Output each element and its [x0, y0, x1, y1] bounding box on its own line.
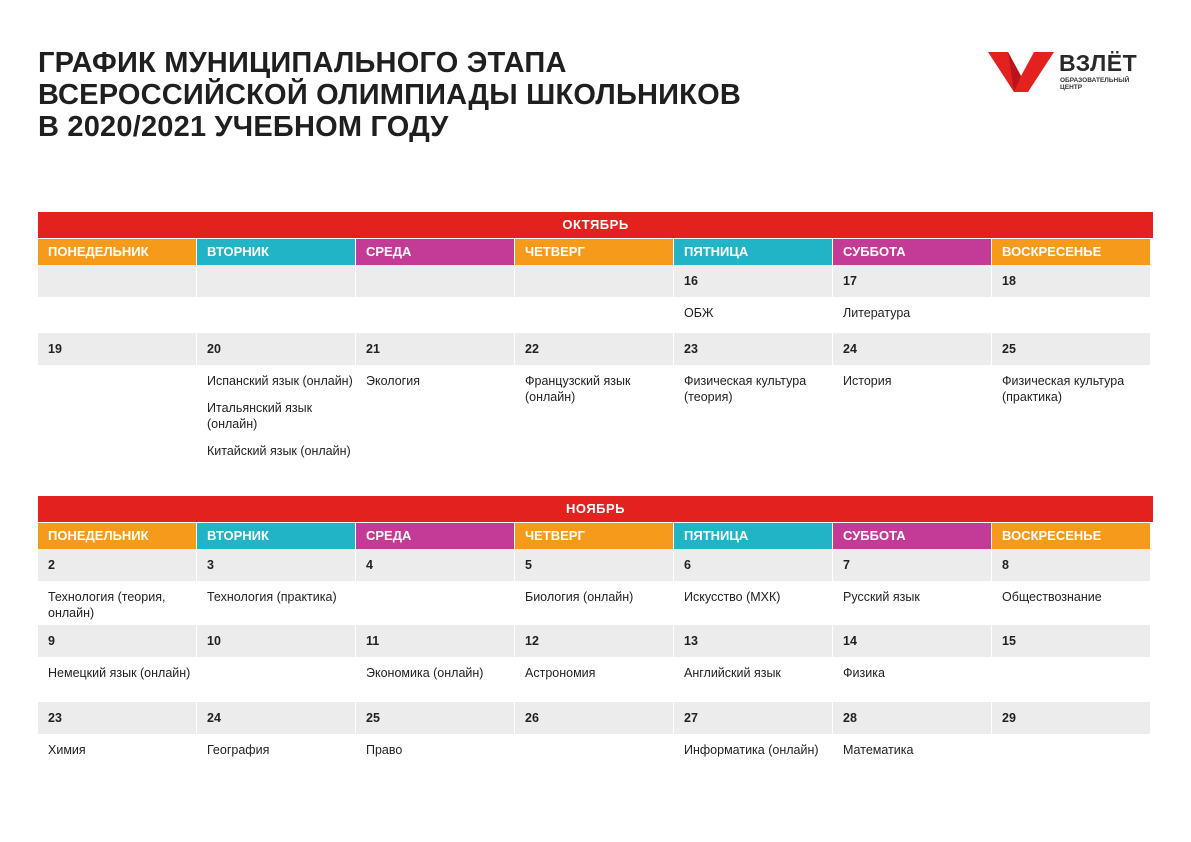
- title-line-1: ГРАФИК МУНИЦИПАЛЬНОГО ЭТАПА: [38, 47, 567, 79]
- date-cell: 23: [674, 333, 832, 365]
- date-cell: 23: [38, 702, 196, 734]
- weekday-label: СРЕДА: [356, 523, 514, 549]
- date-cell: 6: [674, 549, 832, 581]
- subject-cell: [833, 734, 991, 778]
- week-row: [38, 549, 1153, 625]
- weekday-label: ПЯТНИЦА: [674, 523, 832, 549]
- date-cell: 13: [674, 625, 832, 657]
- subject-cell: [356, 734, 514, 778]
- date-cell: [515, 265, 673, 297]
- subject-cell: [674, 581, 832, 625]
- date-cell: 14: [833, 625, 991, 657]
- subject-cell: [515, 581, 673, 625]
- subject-item: Английский язык: [684, 666, 781, 680]
- subject-cell: [833, 581, 991, 625]
- week-row: [38, 265, 1153, 333]
- month-title: ОКТЯБРЬ: [38, 212, 1153, 238]
- subject-item: Право: [366, 743, 403, 757]
- subject-item: Испанский язык (онлайн): [207, 374, 353, 388]
- subject-item: Искусство (МХК): [684, 590, 781, 604]
- date-cell: 28: [833, 702, 991, 734]
- subject-cell: [197, 297, 355, 333]
- subject-cell: [515, 365, 673, 493]
- subject-cell: [515, 734, 673, 778]
- weekday-header: [38, 239, 1153, 265]
- subject-cell: [38, 581, 196, 625]
- date-cell: 8: [992, 549, 1150, 581]
- subject-cell: [992, 734, 1150, 778]
- weekday-label: ВОСКРЕСЕНЬЕ: [992, 523, 1150, 549]
- weekday-label: ПОНЕДЕЛЬНИК: [38, 523, 196, 549]
- subject-cell: [674, 365, 832, 493]
- date-cell: 15: [992, 625, 1150, 657]
- date-cell: 19: [38, 333, 196, 365]
- subject-item: Экология: [366, 374, 420, 388]
- subject-item: Физическая культура (практика): [1002, 374, 1125, 404]
- subject-cell: [197, 734, 355, 778]
- date-cell: 3: [197, 549, 355, 581]
- logo-v-mark-icon: [988, 52, 1054, 92]
- date-cell: [38, 265, 196, 297]
- date-cell: 17: [833, 265, 991, 297]
- subject-cell: [356, 581, 514, 625]
- subject-cell: [674, 734, 832, 778]
- subject-cell: [833, 365, 991, 493]
- logo-name: ВЗЛЁТ: [1059, 50, 1138, 76]
- subject-cell: [197, 365, 355, 493]
- subject-cell: [992, 581, 1150, 625]
- date-cell: [197, 265, 355, 297]
- date-cell: 12: [515, 625, 673, 657]
- date-cell: 5: [515, 549, 673, 581]
- weekday-label: ВОСКРЕСЕНЬЕ: [992, 239, 1150, 265]
- date-cell: 10: [197, 625, 355, 657]
- month-1: [38, 212, 1153, 493]
- weekday-label: ПЯТНИЦА: [674, 239, 832, 265]
- subject-item: Технология (теория, онлайн): [48, 590, 166, 620]
- subject-cell: [356, 297, 514, 333]
- weekday-label: ВТОРНИК: [197, 523, 355, 549]
- week-row: [38, 702, 1153, 778]
- subject-cell: [356, 365, 514, 493]
- weekday-label: ЧЕТВЕРГ: [515, 239, 673, 265]
- week-row: [38, 625, 1153, 702]
- subject-cell: [197, 657, 355, 702]
- subject-cell: [992, 297, 1150, 333]
- weekday-label: ЧЕТВЕРГ: [515, 523, 673, 549]
- date-cell: 2: [38, 549, 196, 581]
- weekday-label: СУББОТА: [833, 239, 991, 265]
- subject-cell: [356, 657, 514, 702]
- date-cell: 26: [515, 702, 673, 734]
- subject-cell: [38, 297, 196, 333]
- subject-cell: [515, 657, 673, 702]
- subject-cell: [674, 297, 832, 333]
- subject-item: Информатика (онлайн): [684, 743, 819, 757]
- subject-item: Биология (онлайн): [525, 590, 634, 604]
- subject-item: Физическая культура (теория): [684, 374, 807, 404]
- weekday-header: [38, 523, 1153, 549]
- date-cell: 25: [992, 333, 1150, 365]
- date-cell: 9: [38, 625, 196, 657]
- week-row: [38, 333, 1153, 493]
- date-cell: 29: [992, 702, 1150, 734]
- logo-sub-line-2: ЦЕНТР: [1060, 84, 1083, 91]
- date-cell: 27: [674, 702, 832, 734]
- subject-item: Обществознание: [1002, 590, 1102, 604]
- subject-cell: [992, 657, 1150, 702]
- subject-item: Астрономия: [525, 666, 596, 680]
- logo: [988, 52, 1158, 98]
- subject-cell: [833, 657, 991, 702]
- logo-sub-line-1: ОБРАЗОВАТЕЛЬНЫЙ: [1060, 77, 1130, 84]
- subject-item: Физика: [843, 666, 885, 680]
- date-cell: 24: [833, 333, 991, 365]
- month-2: [38, 496, 1153, 778]
- date-cell: 7: [833, 549, 991, 581]
- subject-item: История: [843, 374, 892, 388]
- subject-item: Китайский язык (онлайн): [207, 444, 351, 458]
- logo-subtitle: [1060, 77, 1130, 91]
- date-cell: 4: [356, 549, 514, 581]
- date-cell: 25: [356, 702, 514, 734]
- subject-cell: [515, 297, 673, 333]
- title-line-3: В 2020/2021 УЧЕБНОМ ГОДУ: [38, 111, 449, 143]
- weekday-label: ВТОРНИК: [197, 239, 355, 265]
- date-cell: 21: [356, 333, 514, 365]
- date-cell: 16: [674, 265, 832, 297]
- subject-cell: [38, 657, 196, 702]
- date-cell: [356, 265, 514, 297]
- title-line-2: ВСЕРОССИЙСКОЙ ОЛИМПИАДЫ ШКОЛЬНИКОВ: [38, 79, 741, 111]
- date-cell: 20: [197, 333, 355, 365]
- subject-item: Химия: [48, 743, 86, 757]
- subject-item: Математика: [843, 743, 914, 757]
- date-cell: 22: [515, 333, 673, 365]
- subject-item: Экономика (онлайн): [366, 666, 484, 680]
- subject-cell: [674, 657, 832, 702]
- subject-item: Русский язык: [843, 590, 920, 604]
- subject-cell: [197, 581, 355, 625]
- weekday-label: ПОНЕДЕЛЬНИК: [38, 239, 196, 265]
- subject-cell: [992, 365, 1150, 493]
- subject-item: Немецкий язык (онлайн): [48, 666, 191, 680]
- date-cell: 24: [197, 702, 355, 734]
- weekday-label: СУББОТА: [833, 523, 991, 549]
- page-title: [38, 47, 741, 143]
- subject-item: ОБЖ: [684, 306, 714, 320]
- weekday-label: СРЕДА: [356, 239, 514, 265]
- subject-cell: [38, 365, 196, 493]
- subject-item: Литература: [843, 306, 911, 320]
- month-title: НОЯБРЬ: [38, 496, 1153, 522]
- subject-item: Технология (практика): [207, 590, 337, 604]
- date-cell: 18: [992, 265, 1150, 297]
- subject-cell: [833, 297, 991, 333]
- date-cell: 11: [356, 625, 514, 657]
- subject-item: Французский язык (онлайн): [525, 374, 631, 404]
- subject-cell: [38, 734, 196, 778]
- subject-item: География: [207, 743, 270, 757]
- subject-item: Итальянский язык (онлайн): [207, 401, 313, 431]
